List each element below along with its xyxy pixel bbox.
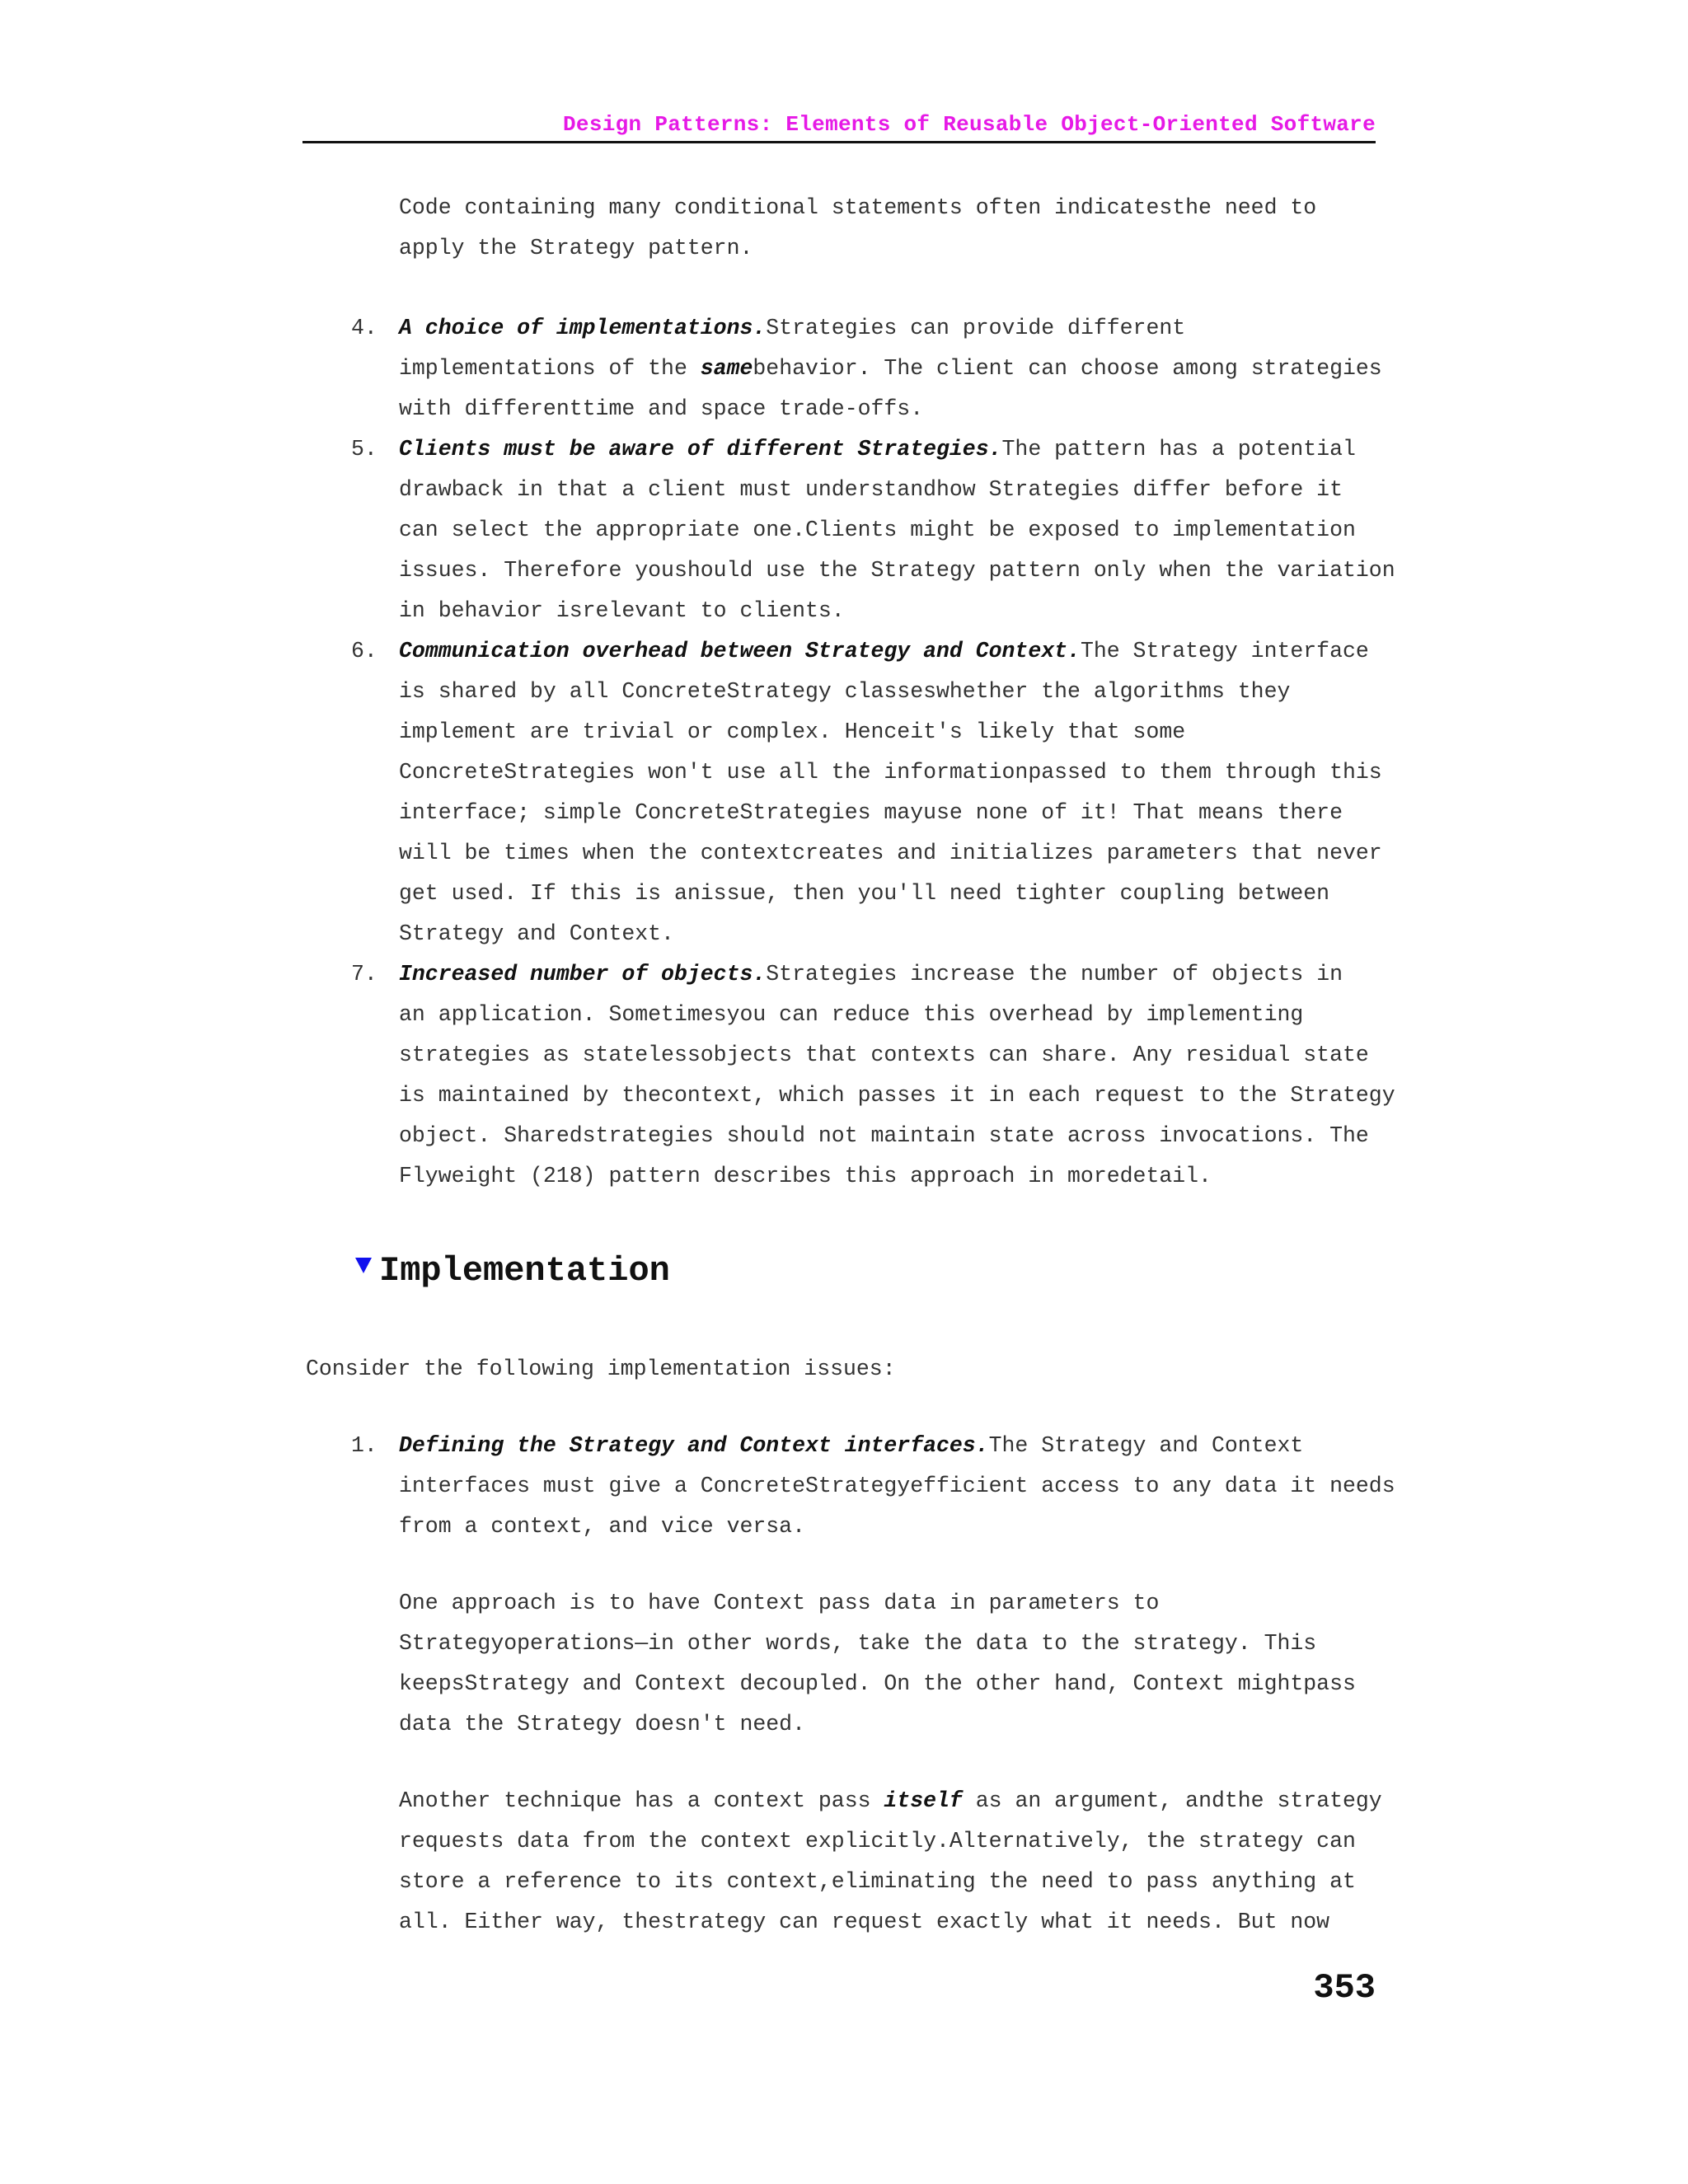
paragraph-line: Another technique has a context pass itself as an argument, andthe strategy <box>399 1788 1382 1813</box>
item-term: Communication overhead between Strategy and Context. <box>399 639 1081 663</box>
paragraph-line: store a reference to its context,eliminating the need to pass anything at <box>399 1869 1356 1894</box>
paragraph-line: One approach is to have Context pass data in parameters to <box>399 1591 1160 1615</box>
list-item-line: in behavior isrelevant to clients. <box>399 598 845 623</box>
list-item-line: interface; simple ConcreteStrategies mayuse none of it! That means there <box>399 800 1343 825</box>
blue-triangle-down-icon[interactable] <box>354 1255 373 1275</box>
list-item-line: is maintained by thecontext, which passes it in each request to the Strategy <box>399 1083 1395 1108</box>
list-item-line: Clients must be aware of different Strategies.The pattern has a potential <box>399 437 1356 462</box>
list-item-line: Flyweight (218) pattern describes this approach in moredetail. <box>399 1164 1212 1188</box>
list-item-line: will be times when the contextcreates and initializes parameters that never <box>399 841 1382 865</box>
list-number: 4. <box>351 316 377 340</box>
section-heading <box>354 1246 670 1296</box>
paragraph-line: all. Either way, thestrategy can request exactly what it needs. But now <box>399 1910 1330 1934</box>
list-item-line: issues. Therefore youshould use the Strategy pattern only when the variation <box>399 558 1395 583</box>
list-item-line: Strategy and Context. <box>399 921 674 946</box>
list-item-line: object. Sharedstrategies should not maintain state across invocations. The <box>399 1123 1369 1148</box>
emphasis: itself <box>884 1788 963 1813</box>
list-item-line: get used. If this is anissue, then you'll need tighter coupling between <box>399 881 1330 906</box>
item-term: Clients must be aware of different Strategies. <box>399 437 1002 462</box>
list-item-line: implement are trivial or complex. Henceit's likely that some <box>399 719 1186 744</box>
list-item-line: drawback in that a client must understandhow Strategies differ before it <box>399 477 1343 502</box>
intro-line: apply the Strategy pattern. <box>399 236 753 260</box>
item-term: Increased number of objects. <box>399 962 767 987</box>
list-item-line: an application. Sometimesyou can reduce this overhead by implementing <box>399 1002 1304 1027</box>
list-item-line: ConcreteStrategies won't use all the informationpassed to them through this <box>399 760 1382 785</box>
list-item-line: interfaces must give a ConcreteStrategyefficient access to any data it needs <box>399 1474 1395 1498</box>
impl-intro: Consider the following implementation issues: <box>306 1357 896 1381</box>
list-item-line: Communication overhead between Strategy and Context.The Strategy interface <box>399 639 1369 663</box>
book-title: Design Patterns: Elements of Reusable Object-Oriented Software <box>563 112 1376 137</box>
paragraph-line: requests data from the context explicitly.Alternatively, the strategy can <box>399 1829 1356 1854</box>
paragraph-line: keepsStrategy and Context decoupled. On the other hand, Context mightpass <box>399 1671 1356 1696</box>
list-item-line: can select the appropriate one.Clients might be exposed to implementation <box>399 518 1356 542</box>
intro-line: Code containing many conditional statements often indicatesthe need to <box>399 195 1317 220</box>
list-item-line: Defining the Strategy and Context interfaces.The Strategy and Context <box>399 1433 1304 1458</box>
list-item-line: is shared by all ConcreteStrategy classeswhether the algorithms they <box>399 679 1291 704</box>
item-term: Defining the Strategy and Context interfaces. <box>399 1433 989 1458</box>
item-term: A choice of implementations. <box>399 316 767 340</box>
list-item-line: Increased number of objects.Strategies increase the number of objects in <box>399 962 1343 987</box>
running-header <box>302 112 1376 143</box>
list-item-line: A choice of implementations.Strategies can provide different <box>399 316 1186 340</box>
section-title: Implementation <box>379 1251 670 1291</box>
list-number: 1. <box>351 1433 377 1458</box>
paragraph-line: data the Strategy doesn't need. <box>399 1712 805 1736</box>
emphasis: same <box>700 356 753 381</box>
list-number: 6. <box>351 639 377 663</box>
list-item-line: implementations of the samebehavior. The client can choose among strategies <box>399 356 1382 381</box>
list-item-line: strategies as statelessobjects that contexts can share. Any residual state <box>399 1043 1369 1067</box>
list-number: 5. <box>351 437 377 462</box>
list-item-line: with differenttime and space trade-offs. <box>399 396 924 421</box>
paragraph-line: Strategyoperations—in other words, take the data to the strategy. This <box>399 1631 1317 1656</box>
list-item-line: from a context, and vice versa. <box>399 1514 805 1539</box>
page-number: 353 <box>1313 1968 1376 2008</box>
list-number: 7. <box>351 962 377 987</box>
